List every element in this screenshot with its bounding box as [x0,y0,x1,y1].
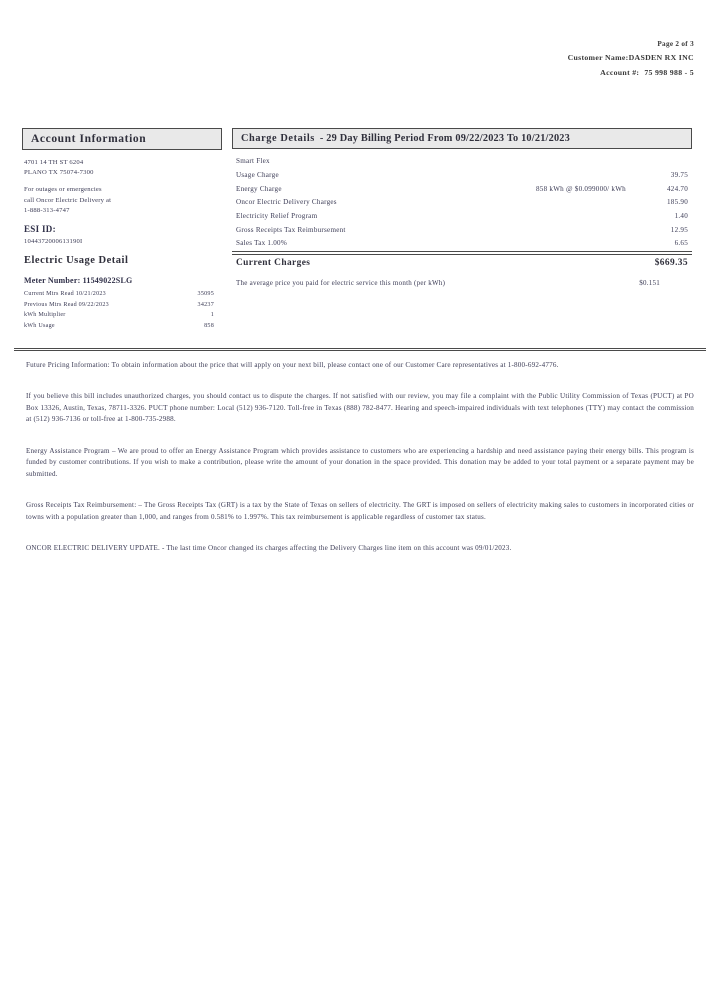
note-future-pricing: Future Pricing Information: To obtain information about the price that will apply on your next bill, please contact one of our Customer Care representatives at 1-800-692-4776. [26,361,559,369]
account-information-body [22,150,222,332]
charge-desc: Sales Tax 1.00% [236,239,287,248]
average-price-value: $0.151 [639,278,660,287]
charge-row [232,182,692,196]
charge-details-panel [232,128,692,290]
main-content-band [22,128,698,332]
charge-details-title-period: - 29 Day Billing Period From 09/22/2023 To 10/21/2023 [319,133,570,144]
outage-line-2: call Oncor Electric Delivery at [24,196,112,204]
charge-amount: 424.70 [666,184,688,193]
charge-row [232,237,692,251]
charge-row [232,196,692,210]
current-charges-label: Current Charges [236,257,311,268]
usage-row-label: Previous Mtrs Read 09/22/2023 [24,301,109,308]
charge-amount: 6.65 [674,239,688,248]
usage-row [24,310,220,321]
customer-name-line [568,51,694,65]
usage-row-label: Current Mtrs Read 10/21/2023 [24,290,106,297]
esi-id-label: ESI ID: [24,224,56,235]
charge-row [232,223,692,237]
charge-amount: 1.40 [674,211,688,220]
current-charges-amount: $669.35 [654,257,688,268]
esi-id-value: 1044372000613190I [24,238,83,246]
usage-row-value: 34237 [197,301,214,308]
plan-name: Smart Flex [236,157,270,166]
usage-rows [24,289,220,332]
account-number-line [568,66,694,80]
address-line-2: PLANO TX 75074-7300 [24,169,94,177]
charge-desc: Energy Charge [236,184,282,193]
account-information-panel [22,128,222,332]
note-dispute-charges: If you believe this bill includes unauthorized charges, you should contact us to dispute the charges. If not satisfied with our review, you may file a complaint with the Public Utility Commission of Texas (PUCT) at PO Box 13326, Austin, Texas, 78711-3326. PUCT phone number: Local (512) 936-7120. Toll-free in Texas (888) 782-8477. Hearing and speech-impaired individuals with text telephones (TTY) may contact the commission at (512) 936-7136 or toll-free at 1-800-735-2988. [26,392,694,424]
account-number-label: Account #: [600,67,640,77]
average-price-row [232,273,692,290]
charge-desc: Electricity Relief Program [236,211,318,220]
charge-details-title-main: Charge Details [241,133,315,144]
charge-details-rows [232,149,692,290]
usage-row-value: 858 [204,322,214,329]
charge-details-title [232,128,692,149]
outage-line-1: For outages or emergencies [24,186,102,194]
charge-amount: 12.95 [670,225,688,234]
note-energy-assistance: Energy Assistance Program – We are proud to offer an Energy Assistance Program which provides assistance to customers who are experiencing a hardship and need assistance paying their energy bills. This program is funded by customer contributions. If you wish to make a contribution, please write the amount of your donation in the space provided. This donation may be added to your total payment or a separate payment may be submitted. [26,446,694,478]
current-charges-row [232,255,692,273]
account-number-value: 75 998 988 - 5 [644,67,694,77]
charge-desc: Oncor Electric Delivery Charges [236,198,337,207]
usage-row [24,289,220,300]
usage-row-label: kWh Multiplier [24,312,66,319]
customer-name-value: DASDEN RX INC [628,53,694,63]
meter-number [24,275,220,287]
charge-row [232,169,692,183]
usage-row [24,300,220,311]
note-oncor-update: ONCOR ELECTRIC DELIVERY UPDATE. - The last time Oncor changed its charges affecting the Delivery Charges line item on this account was 09/01/2023. [26,544,512,553]
page-number: Page 2 of 3 [657,40,694,48]
usage-row [24,321,220,332]
usage-row-value: 35095 [197,290,214,297]
charge-desc: Gross Receipts Tax Reimbursement [236,225,346,234]
usage-row-value: 1 [210,312,214,319]
section-divider-bottom [14,350,706,351]
address-line-1: 4701 14 TH ST 6204 [24,159,84,166]
bill-notes [26,360,694,555]
usage-row-label: kWh Usage [24,322,55,329]
section-divider-top [14,348,706,349]
customer-name-label: Customer Name: [567,53,629,63]
charge-amount: 185.90 [666,198,688,207]
electric-usage-detail-title: Electric Usage Detail [24,255,129,267]
charge-desc: Usage Charge [236,171,279,180]
document-header [568,38,694,80]
charge-detail: 858 kWh @ $0.099000/ kWh [536,184,626,193]
meter-number-value: 11549022SLG [82,275,133,285]
charge-row [232,210,692,224]
outage-contact [24,185,220,216]
service-address [24,158,220,178]
outage-phone: 1-888-313-4747 [24,206,70,214]
average-price-label: The average price you paid for electric service this month (per kWh) [236,278,446,287]
account-information-title: Account Information [22,128,222,150]
meter-number-label: Meter Number: [24,275,81,285]
charge-row-plan [232,155,692,169]
charge-amount: 39.75 [670,171,688,180]
note-gross-receipts-tax: Gross Receipts Tax Reimbursement: – The Gross Receipts Tax (GRT) is a tax by the State of Texas on sellers of electricity. The GRT is imposed on sellers of electricity making sales to customers in incorporated cities or towns with a population greater than 1,000, and ranges from 0.581% to 1.997%. This tax reimbursement is applicable regardless of customer tax status. [26,501,694,521]
